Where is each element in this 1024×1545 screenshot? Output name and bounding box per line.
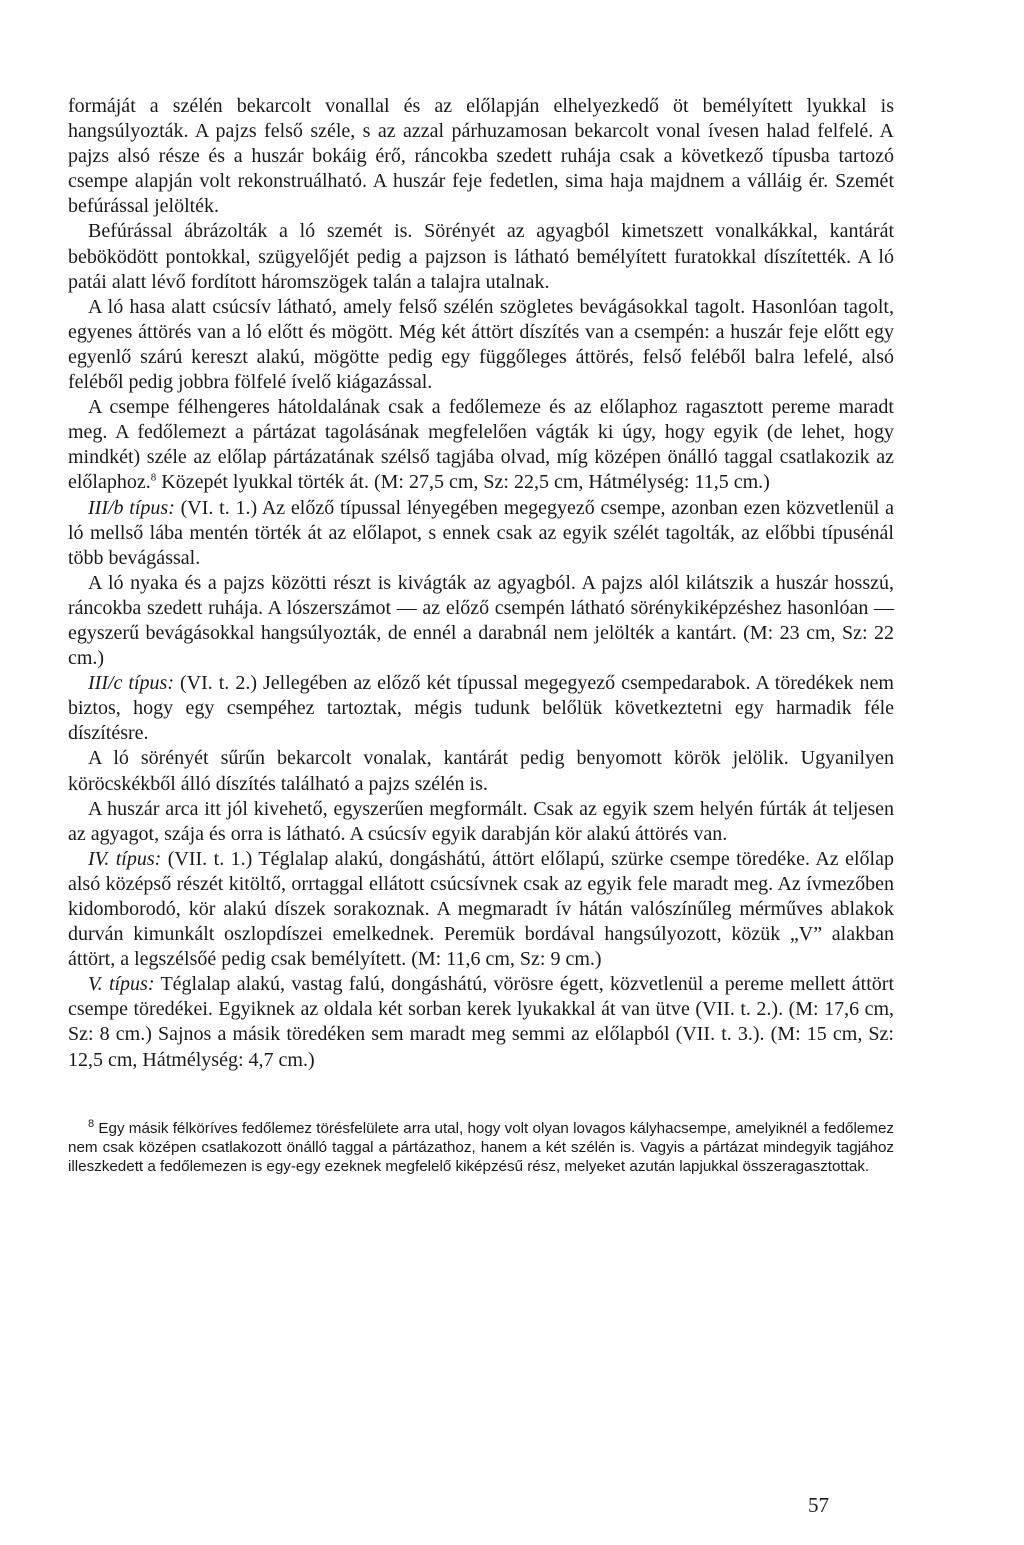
paragraph-9: A huszár arca itt jól kivehető, egyszerűen megformált. Csak az egyik szem helyén fúrták át teljesen az agyagot, szája és orra is látható. A csúcsív egyik darabján kör alakú áttörés van.	[68, 797, 894, 845]
page-number: 57	[808, 1493, 829, 1517]
footnotes	[68, 1119, 894, 1176]
paragraph-type-3c: III/c típus: (VI. t. 2.) Jellegében az előző két típussal megegyező csempedarabok. A töredékek nem biztos, hogy egy csempéhez tartoztak, mégis tudunk belőlük következtetni egy harmadik féle díszítésre.	[68, 672, 894, 745]
type-label: V. típus:	[88, 973, 155, 996]
type-label: III/c típus:	[88, 672, 174, 695]
paragraph-type-4: IV. típus: (VII. t. 1.) Téglalap alakú, dongáshátú, áttört előlapú, szürke csempe töredéke. Az előlap alsó középső részét kitöltő, orrtaggal ellátott csúcsívnek csak az egyik fele maradt meg. Az ívmezőben kidomborodó, kör alakú díszek sorakoznak. A megmaradt ív hátán valószínűleg mérműves ablakok durván kimunkált oszlopdíszei emelkednek. Peremük bordával hangsúlyozott, közük „V” alakban áttört, a legszélsőé pedig csak bemélyített. (M: 11,6 cm, Sz: 9 cm.)	[68, 847, 894, 971]
paragraph-1: formáját a szélén bekarcolt vonallal és az előlapján elhelyezkedő öt bemélyített lyukkal is hangsúlyozták. A pajzs felső széle, s az azzal párhuzamosan bekarcolt vonal ívesen halad felfelé. A pajzs alsó része és a huszár bokáig érő, ráncokba szedett ruhája csak a következő típusba tartozó csempe alapján volt rekonstruálható. A huszár feje fedetlen, sima haja majdnem a válláig ér. Szemét befúrással jelölték.	[68, 95, 894, 218]
paragraph-2: Befúrással ábrázolták a ló szemét is. Sörényét az agyagból kimetszett vonalkákkal, kantárát beböködött pontokkal, szügyelőjét pedig a pajzson is látható bemélyített furatokkal díszítették. A ló patái alatt lévő fordított háromszögek talán a talajra utalnak.	[68, 220, 894, 293]
paragraph-8: A ló sörényét sűrűn bekarcolt vonalak, kantárát pedig benyomott körök jelölik. Ugyanilyen köröcskékből álló díszítés található a pajzs szélén is.	[68, 747, 894, 795]
paragraph-type-5: V. típus: Téglalap alakú, vastag falú, dongáshátú, vörösre égett, közvetlenül a pereme mellett áttört csempe töredékei. Egyiknek az oldala két sorban kerek lyukakkal át van ütve (VII. t. 2.). (M: 17,6 cm, Sz: 8 cm.) Sajnos a másik töredéken sem maradt meg semmi az előlapból (VII. t. 3.). (M: 15 cm, Sz: 12,5 cm, Hátmélység: 4,7 cm.)	[68, 973, 895, 1071]
type-label: III/b típus:	[88, 496, 175, 519]
paragraph-4: A csempe félhengeres hátoldalának csak a fedőlemeze és az előlaphoz ragasztott pereme maradt meg. A fedőlemezt a pártázat tagolásának megfelelően vágták ki úgy, hogy egyik (de lehet, hogy mindkét) széle az előlap pártázatának szélső tagjába olvad, míg középen önálló taggal csatlakozik az előlaphoz.$^8$ Közepét lyukkal törték át. (M: 27,5 cm, Sz: 22,5 cm, Hátmélység: 11,5 cm.)	[68, 396, 894, 494]
footnote-8: $^8$ Egy másik félköríves fedőlemez törésfelülete arra utal, hogy volt olyan lovagos kályhacsempe, amelyiknél a fedőlemez nem csak középen csatlakozott önálló taggal a pártázathoz, hanem a két szélén is. Vagyis a pártázat mindegyik tagjához illeszkedett a fedőlemezen is egy-egy ezeknek megfelelő kiképzésű rész, melyeket azután lapjukkal összeragasztottak.	[68, 1117, 894, 1175]
paragraph-6: A ló nyaka és a pajzs közötti részt is kivágták az agyagból. A pajzs alól kilátszik a huszár hosszú, ráncokba szedett ruhája. A lószerszámot — az előző csempén látható sörénykiképzéshez hasonlóan — egyszerű bevágásokkal hangsúlyozták, de ennél a darabnál nem jelölték a kantárt. (M: 23 cm, Sz: 22 cm.)	[68, 571, 894, 670]
document-page	[68, 94, 894, 1176]
paragraph-type-3b: III/b típus: (VI. t. 1.) Az előző típussal lényegében megegyező csempe, azonban ezen közvetlenül a ló mellső lába mentén törték át az előlapot, s ennek csak az egyik szélét tagolták, az előbbi típusénál több bevágással.	[68, 496, 895, 569]
footnote-reference[interactable]: 8	[150, 471, 157, 484]
type-label: IV. típus:	[88, 847, 162, 870]
body-text	[68, 94, 894, 1073]
footnote-mark: 8	[88, 1117, 95, 1130]
paragraph-3: A ló hasa alatt csúcsív látható, amely felső szélén szögletes bevágásokkal tagolt. Hasonlóan tagolt, egyenes áttörés van a ló előtt és mögött. Még két áttört díszítés van a csempén: a huszár feje előtt egy egyenlő szárú kereszt alakú, mögötte pedig egy függőleges áttörés, felső feléből balra lefelé, alsó feléből pedig jobbra fölfelé ívelő kiágazással.	[68, 295, 894, 394]
